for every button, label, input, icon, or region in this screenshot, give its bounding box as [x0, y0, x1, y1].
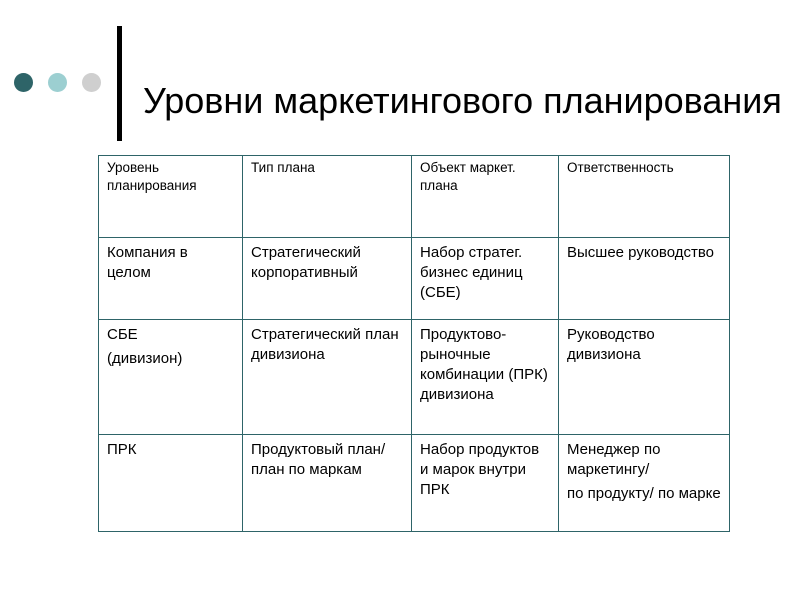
cell-line: (дивизион): [107, 350, 183, 367]
cell-line: Продуктовый план/план по маркам: [251, 441, 386, 478]
bullet-dot-light: [48, 73, 67, 92]
table-cell: [243, 435, 412, 532]
cell-line: Высшее руководство: [567, 244, 714, 261]
table-cell: [99, 435, 243, 532]
table-header-row: [99, 156, 730, 238]
cell-line: Стратегический план дивизиона: [251, 326, 399, 363]
cell-line: Компания в целом: [107, 244, 188, 281]
cell-line: ПРК: [107, 441, 137, 458]
table-row: [99, 238, 730, 320]
table-cell: [559, 435, 730, 532]
header-cell-plan-type: Тип плана: [243, 156, 412, 238]
slide-title: Уровни маркетингового планирования: [143, 80, 782, 121]
cell-line: Менеджер по маркетингу/: [567, 441, 661, 478]
table-row: [99, 320, 730, 435]
header-cell-responsibility: Ответственность: [559, 156, 730, 238]
table-cell: [412, 238, 559, 320]
bullet-dot-dark: [14, 73, 33, 92]
bullet-dot-gray: [82, 73, 101, 92]
header-cell-level: Уровень планирования: [99, 156, 243, 238]
table-row: [99, 435, 730, 532]
table-cell: [412, 320, 559, 435]
cell-line: Набор продуктов и марок внутри ПРК: [420, 441, 540, 498]
table-cell: [99, 238, 243, 320]
cell-line: Руководство дивизиона: [567, 326, 655, 363]
cell-line: Набор стратег. бизнес единиц (СБЕ): [420, 244, 523, 301]
table-cell: [99, 320, 243, 435]
title-divider-bar: [117, 26, 122, 141]
table-cell: [559, 320, 730, 435]
table-cell: [559, 238, 730, 320]
planning-levels-table: [98, 155, 730, 532]
table-cell: [243, 320, 412, 435]
table-cell: [243, 238, 412, 320]
cell-line: СБЕ: [107, 326, 138, 343]
cell-line: Стратегический корпоративный: [251, 244, 361, 281]
header-cell-plan-object: Объект маркет. плана: [412, 156, 559, 238]
cell-line: Продуктово-рыночные комбинации (ПРК) дивизиона: [420, 326, 548, 403]
table-cell: [412, 435, 559, 532]
cell-line: по продукту/ по марке: [567, 485, 721, 502]
